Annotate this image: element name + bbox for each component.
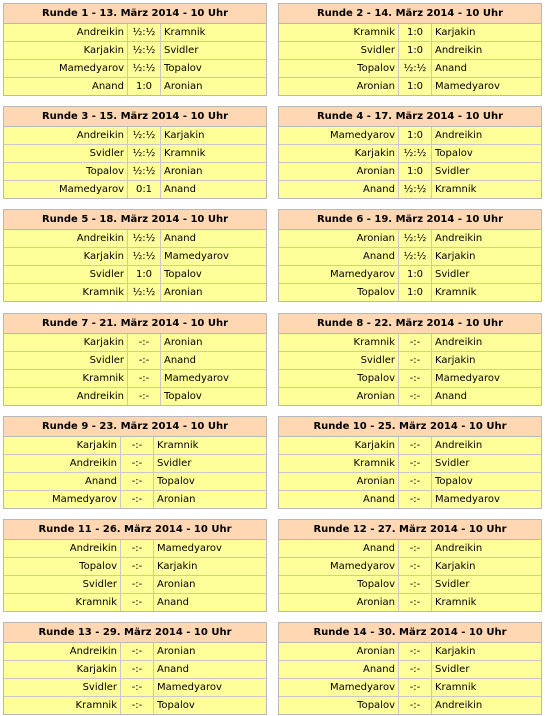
white-player: Topalov <box>4 558 121 576</box>
black-player: Topalov <box>161 388 267 406</box>
pairings-table <box>4 127 266 198</box>
round-header: Runde 12 - 27. März 2014 - 10 Uhr <box>279 520 541 540</box>
game-result: 1:0 <box>399 266 432 284</box>
black-player: Andreikin <box>435 130 483 141</box>
round-11-table <box>3 519 267 612</box>
white-player: Anand <box>279 248 399 266</box>
game-result: -:- <box>399 576 432 594</box>
white-player: Andreikin <box>4 230 128 248</box>
white-player: Topalov <box>279 60 399 78</box>
black-player: Svidler <box>432 455 542 473</box>
game-row <box>4 127 266 145</box>
game-result: 1:0 <box>399 284 432 302</box>
white-player: Anand <box>279 181 399 199</box>
white-player: Mamedyarov <box>279 679 399 697</box>
game-result: ½:½ <box>128 60 161 78</box>
black-player: Karjakin <box>164 130 205 141</box>
black-player: Svidler <box>154 455 267 473</box>
game-row <box>4 42 266 60</box>
round-1-table <box>3 3 267 96</box>
white-player: Svidler <box>279 42 399 60</box>
game-row <box>279 491 541 509</box>
white-player: Svidler <box>4 576 121 594</box>
black-player: Topalov <box>432 145 542 163</box>
game-result: -:- <box>399 594 432 612</box>
black-player: Kramnik <box>432 284 542 302</box>
game-row <box>4 697 266 715</box>
round-7-table <box>3 313 267 406</box>
white-player: Karjakin <box>279 145 399 163</box>
game-result: -:- <box>128 370 161 388</box>
black-player: Mamedyarov <box>432 491 542 509</box>
game-row <box>4 558 266 576</box>
black-player: Kramnik <box>164 27 206 38</box>
white-player: Mamedyarov <box>279 558 399 576</box>
white-player: Andreikin <box>4 643 121 661</box>
white-player: Karjakin <box>4 334 128 352</box>
game-result: ½:½ <box>128 248 161 266</box>
black-player: Andreikin <box>435 233 483 244</box>
white-player: Aronian <box>279 388 399 406</box>
black-player: Topalov <box>161 60 267 78</box>
black-player: Andreikin <box>432 697 542 715</box>
white-player: Topalov <box>279 370 399 388</box>
game-row <box>279 388 541 406</box>
round-4-table <box>278 106 542 199</box>
game-row <box>4 181 266 199</box>
white-player: Kramnik <box>279 24 399 42</box>
black-player: Svidler <box>432 661 542 679</box>
game-result: -:- <box>121 473 154 491</box>
black-player: Mamedyarov <box>154 679 267 697</box>
black-player: Anand <box>432 388 542 406</box>
black-player: Andreikin <box>435 337 483 348</box>
game-row <box>4 248 266 266</box>
white-player: Aronian <box>279 230 399 248</box>
black-player: Svidler <box>432 163 542 181</box>
game-result: -:- <box>399 455 432 473</box>
black-player: Anand <box>164 233 196 244</box>
game-result: 1:0 <box>128 78 161 96</box>
game-row <box>279 437 541 455</box>
black-player: Aronian <box>157 646 196 657</box>
game-result: ½:½ <box>128 42 161 60</box>
black-player: Topalov <box>161 266 267 284</box>
game-result: -:- <box>399 697 432 715</box>
white-player: Mamedyarov <box>4 60 128 78</box>
black-player: Karjakin <box>435 27 476 38</box>
game-result: -:- <box>128 352 161 370</box>
game-row <box>279 284 541 302</box>
round-header: Runde 4 - 17. März 2014 - 10 Uhr <box>279 107 541 127</box>
white-player: Mamedyarov <box>279 127 399 145</box>
black-player: Mamedyarov <box>157 543 222 554</box>
black-player: Anand <box>161 352 267 370</box>
game-row <box>279 266 541 284</box>
round-8-table <box>278 313 542 406</box>
game-row <box>4 661 266 679</box>
game-row <box>279 697 541 715</box>
white-player: Topalov <box>279 697 399 715</box>
black-player: Anand <box>154 661 267 679</box>
black-player: Topalov <box>432 473 542 491</box>
game-result: ½:½ <box>399 230 432 248</box>
white-player: Anand <box>4 78 128 96</box>
black-player: Mamedyarov <box>432 370 542 388</box>
round-14-table <box>278 622 542 715</box>
black-player: Mamedyarov <box>161 370 267 388</box>
black-player: Aronian <box>154 491 267 509</box>
black-player: Topalov <box>154 473 267 491</box>
game-result: 1:0 <box>399 127 432 145</box>
game-row <box>4 679 266 697</box>
white-player: Karjakin <box>4 42 128 60</box>
game-row <box>279 230 541 248</box>
white-player: Andreikin <box>4 24 128 42</box>
game-row <box>4 455 266 473</box>
round-header: Runde 8 - 22. März 2014 - 10 Uhr <box>279 314 541 334</box>
white-player: Svidler <box>4 145 128 163</box>
black-player: Aronian <box>161 284 267 302</box>
white-player: Karjakin <box>4 661 121 679</box>
game-row <box>279 60 541 78</box>
pairings-table <box>4 437 266 508</box>
round-header: Runde 2 - 14. März 2014 - 10 Uhr <box>279 4 541 24</box>
game-row <box>279 42 541 60</box>
game-result: -:- <box>121 558 154 576</box>
game-row <box>279 370 541 388</box>
round-header: Runde 3 - 15. März 2014 - 10 Uhr <box>4 107 266 127</box>
white-player: Topalov <box>279 576 399 594</box>
game-result: -:- <box>399 540 432 558</box>
round-header: Runde 6 - 19. März 2014 - 10 Uhr <box>279 210 541 230</box>
game-result: ½:½ <box>128 127 161 145</box>
black-player: Andreikin <box>432 42 542 60</box>
round-header: Runde 1 - 13. März 2014 - 10 Uhr <box>4 4 266 24</box>
black-player: Kramnik <box>157 440 199 451</box>
game-result: -:- <box>399 491 432 509</box>
game-result: -:- <box>121 679 154 697</box>
white-player: Anand <box>279 540 399 558</box>
black-player: Svidler <box>432 266 542 284</box>
game-result: -:- <box>399 643 432 661</box>
white-player: Kramnik <box>4 370 128 388</box>
black-player: Karjakin <box>435 646 476 657</box>
game-result: -:- <box>121 661 154 679</box>
white-player: Aronian <box>279 473 399 491</box>
white-player: Aronian <box>279 163 399 181</box>
game-result: -:- <box>128 334 161 352</box>
black-player: Svidler <box>432 576 542 594</box>
game-result: -:- <box>399 437 432 455</box>
white-player: Anand <box>279 491 399 509</box>
black-player: Anand <box>161 181 267 199</box>
game-row <box>279 334 541 352</box>
white-player: Kramnik <box>279 334 399 352</box>
game-row <box>4 60 266 78</box>
game-result: -:- <box>121 455 154 473</box>
white-player: Aronian <box>279 643 399 661</box>
game-result: -:- <box>121 697 154 715</box>
pairings-table <box>4 643 266 714</box>
game-row <box>279 576 541 594</box>
black-player: Anand <box>432 60 542 78</box>
game-row <box>4 370 266 388</box>
round-2-table <box>278 3 542 96</box>
game-row <box>279 594 541 612</box>
round-header: Runde 9 - 23. März 2014 - 10 Uhr <box>4 417 266 437</box>
game-result: ½:½ <box>128 145 161 163</box>
black-player: Kramnik <box>432 181 542 199</box>
game-row <box>279 145 541 163</box>
game-result: 1:0 <box>128 266 161 284</box>
game-row <box>4 78 266 96</box>
white-player: Topalov <box>4 163 128 181</box>
round-5-table <box>3 209 267 302</box>
game-result: ½:½ <box>128 163 161 181</box>
game-row <box>4 594 266 612</box>
white-player: Karjakin <box>4 437 121 455</box>
game-row <box>4 388 266 406</box>
game-result: 1:0 <box>399 163 432 181</box>
white-player: Svidler <box>4 679 121 697</box>
game-row <box>4 491 266 509</box>
game-result: -:- <box>128 388 161 406</box>
pairings-table <box>4 230 266 301</box>
round-9-table <box>3 416 267 509</box>
black-player: Aronian <box>161 163 267 181</box>
pairings-table <box>279 334 541 405</box>
white-player: Andreikin <box>4 127 128 145</box>
black-player: Kramnik <box>432 679 542 697</box>
white-player: Kramnik <box>279 455 399 473</box>
game-row <box>279 455 541 473</box>
white-player: Mamedyarov <box>4 181 128 199</box>
pairings-table <box>4 24 266 95</box>
white-player: Topalov <box>279 284 399 302</box>
game-result: ½:½ <box>399 60 432 78</box>
game-row <box>279 181 541 199</box>
pairings-table <box>279 230 541 301</box>
game-result: -:- <box>399 679 432 697</box>
game-row <box>4 352 266 370</box>
game-result: -:- <box>121 643 154 661</box>
game-result: 0:1 <box>128 181 161 199</box>
black-player: Mamedyarov <box>432 78 542 96</box>
white-player: Svidler <box>279 352 399 370</box>
white-player: Andreikin <box>4 455 121 473</box>
game-row <box>279 127 541 145</box>
white-player: Karjakin <box>279 437 399 455</box>
game-row <box>4 643 266 661</box>
game-result: ½:½ <box>128 24 161 42</box>
pairings-table <box>4 334 266 405</box>
white-player: Svidler <box>4 352 128 370</box>
game-row <box>4 163 266 181</box>
black-player: Andreikin <box>435 543 483 554</box>
game-row <box>4 24 266 42</box>
game-result: -:- <box>399 352 432 370</box>
game-result: 1:0 <box>399 24 432 42</box>
round-header: Runde 14 - 30. März 2014 - 10 Uhr <box>279 623 541 643</box>
game-result: ½:½ <box>399 145 432 163</box>
game-row <box>279 473 541 491</box>
pairings-table <box>279 127 541 198</box>
white-player: Svidler <box>4 266 128 284</box>
game-row <box>279 248 541 266</box>
black-player: Topalov <box>154 697 267 715</box>
game-result: -:- <box>399 661 432 679</box>
game-result: -:- <box>399 473 432 491</box>
pairings-table <box>279 540 541 611</box>
game-result: ½:½ <box>128 284 161 302</box>
black-player: Aronian <box>164 337 203 348</box>
white-player: Andreikin <box>4 540 121 558</box>
round-6-table <box>278 209 542 302</box>
game-result: -:- <box>121 437 154 455</box>
game-result: 1:0 <box>399 42 432 60</box>
white-player: Aronian <box>279 594 399 612</box>
game-result: -:- <box>399 334 432 352</box>
black-player: Anand <box>154 594 267 612</box>
pairings-table <box>4 540 266 611</box>
black-player: Mamedyarov <box>161 248 267 266</box>
black-player: Svidler <box>161 42 267 60</box>
game-result: -:- <box>121 540 154 558</box>
black-player: Karjakin <box>432 352 542 370</box>
game-row <box>279 24 541 42</box>
black-player: Andreikin <box>435 440 483 451</box>
black-player: Karjakin <box>432 558 542 576</box>
black-player: Kramnik <box>432 594 542 612</box>
game-result: -:- <box>399 370 432 388</box>
black-player: Aronian <box>161 78 267 96</box>
black-player: Karjakin <box>154 558 267 576</box>
round-10-table <box>278 416 542 509</box>
game-row <box>279 679 541 697</box>
game-row <box>4 540 266 558</box>
game-row <box>4 266 266 284</box>
game-row <box>4 334 266 352</box>
white-player: Andreikin <box>4 388 128 406</box>
game-row <box>279 643 541 661</box>
white-player: Mamedyarov <box>4 491 121 509</box>
game-row <box>279 163 541 181</box>
pairings-table <box>279 437 541 508</box>
game-row <box>4 230 266 248</box>
game-result: 1:0 <box>399 78 432 96</box>
game-result: ½:½ <box>399 248 432 266</box>
white-player: Kramnik <box>4 284 128 302</box>
game-row <box>4 145 266 163</box>
round-header: Runde 11 - 26. März 2014 - 10 Uhr <box>4 520 266 540</box>
game-result: ½:½ <box>399 181 432 199</box>
game-row <box>279 78 541 96</box>
game-result: -:- <box>399 388 432 406</box>
round-header: Runde 10 - 25. März 2014 - 10 Uhr <box>279 417 541 437</box>
pairings-table <box>279 643 541 714</box>
white-player: Kramnik <box>4 594 121 612</box>
round-header: Runde 5 - 18. März 2014 - 10 Uhr <box>4 210 266 230</box>
round-12-table <box>278 519 542 612</box>
game-result: -:- <box>121 491 154 509</box>
pairings-table <box>279 24 541 95</box>
round-3-table <box>3 106 267 199</box>
game-result: -:- <box>121 594 154 612</box>
white-player: Anand <box>279 661 399 679</box>
game-row <box>4 284 266 302</box>
game-result: -:- <box>399 558 432 576</box>
game-row <box>4 576 266 594</box>
game-result: -:- <box>121 576 154 594</box>
white-player: Anand <box>4 473 121 491</box>
game-row <box>4 437 266 455</box>
round-header: Runde 7 - 21. März 2014 - 10 Uhr <box>4 314 266 334</box>
game-row <box>279 558 541 576</box>
black-player: Karjakin <box>432 248 542 266</box>
game-row <box>279 540 541 558</box>
black-player: Kramnik <box>161 145 267 163</box>
black-player: Aronian <box>154 576 267 594</box>
game-row <box>279 661 541 679</box>
white-player: Mamedyarov <box>279 266 399 284</box>
game-row <box>4 473 266 491</box>
white-player: Karjakin <box>4 248 128 266</box>
white-player: Aronian <box>279 78 399 96</box>
game-result: ½:½ <box>128 230 161 248</box>
white-player: Kramnik <box>4 697 121 715</box>
game-row <box>279 352 541 370</box>
round-header: Runde 13 - 29. März 2014 - 10 Uhr <box>4 623 266 643</box>
round-13-table <box>3 622 267 715</box>
